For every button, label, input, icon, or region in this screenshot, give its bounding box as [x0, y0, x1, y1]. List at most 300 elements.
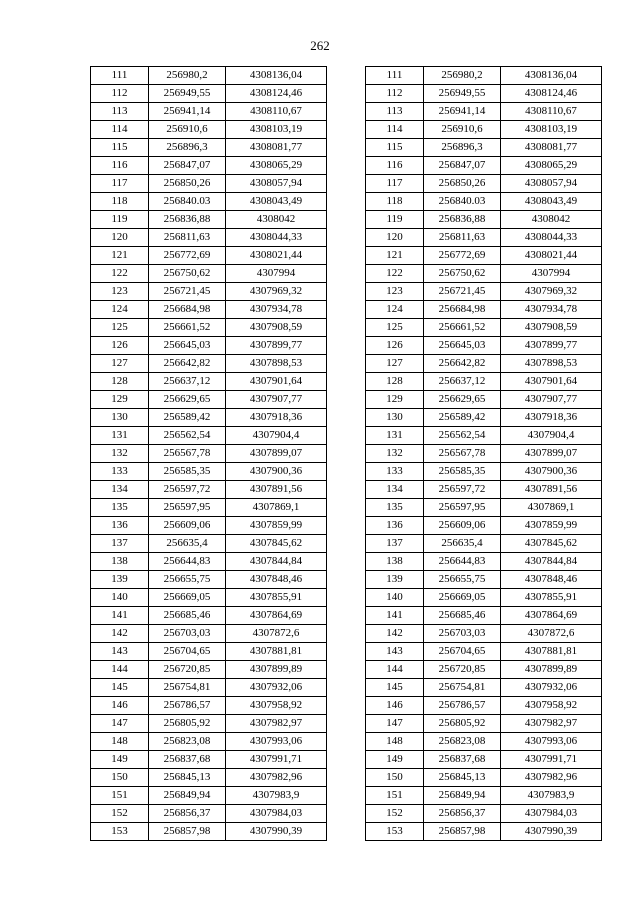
- x-coordinate-cell: 256642,82: [424, 355, 501, 373]
- table-row: [91, 265, 327, 283]
- table-row: [91, 427, 327, 445]
- table-row: [91, 301, 327, 319]
- table-row: [366, 85, 602, 103]
- y-coordinate-cell: 4307904,4: [501, 427, 602, 445]
- y-coordinate-cell: 4307969,32: [226, 283, 327, 301]
- table-row: [366, 175, 602, 193]
- x-coordinate-cell: 256661,52: [424, 319, 501, 337]
- x-coordinate-cell: 256597,95: [424, 499, 501, 517]
- x-coordinate-cell: 256941,14: [424, 103, 501, 121]
- table-row: [91, 139, 327, 157]
- table-row: [91, 103, 327, 121]
- point-number-cell: 126: [366, 337, 424, 355]
- x-coordinate-cell: 256837,68: [149, 751, 226, 769]
- x-coordinate-cell: 256597,95: [149, 499, 226, 517]
- table-row: [91, 697, 327, 715]
- x-coordinate-cell: 256720,85: [149, 661, 226, 679]
- x-coordinate-cell: 256655,75: [424, 571, 501, 589]
- point-number-cell: 135: [91, 499, 149, 517]
- point-number-cell: 148: [366, 733, 424, 751]
- x-coordinate-cell: 256840.03: [424, 193, 501, 211]
- point-number-cell: 123: [366, 283, 424, 301]
- y-coordinate-cell: 4308057,94: [501, 175, 602, 193]
- y-coordinate-cell: 4307990,39: [226, 823, 327, 841]
- point-number-cell: 115: [91, 139, 149, 157]
- x-coordinate-cell: 256811,63: [149, 229, 226, 247]
- x-coordinate-cell: 256562,54: [149, 427, 226, 445]
- point-number-cell: 136: [91, 517, 149, 535]
- point-number-cell: 150: [91, 769, 149, 787]
- table-row: [91, 319, 327, 337]
- y-coordinate-cell: 4307904,4: [226, 427, 327, 445]
- y-coordinate-cell: 4307991,71: [226, 751, 327, 769]
- point-number-cell: 118: [366, 193, 424, 211]
- table-row: [91, 247, 327, 265]
- x-coordinate-cell: 256837,68: [424, 751, 501, 769]
- table-row: [366, 301, 602, 319]
- table-row: [91, 211, 327, 229]
- y-coordinate-cell: 4307899,07: [226, 445, 327, 463]
- y-coordinate-cell: 4307990,39: [501, 823, 602, 841]
- x-coordinate-cell: 256980,2: [149, 67, 226, 85]
- table-row: [91, 463, 327, 481]
- x-coordinate-cell: 256754,81: [149, 679, 226, 697]
- table-row: [91, 67, 327, 85]
- table-row: [366, 355, 602, 373]
- x-coordinate-cell: 256845,13: [424, 769, 501, 787]
- y-coordinate-cell: 4307969,32: [501, 283, 602, 301]
- y-coordinate-cell: 4308081,77: [501, 139, 602, 157]
- x-coordinate-cell: 256786,57: [424, 697, 501, 715]
- y-coordinate-cell: 4308136,04: [501, 67, 602, 85]
- point-number-cell: 124: [366, 301, 424, 319]
- x-coordinate-cell: 256644,83: [424, 553, 501, 571]
- y-coordinate-cell: 4307859,99: [226, 517, 327, 535]
- table-row: [91, 409, 327, 427]
- x-coordinate-cell: 256910,6: [149, 121, 226, 139]
- x-coordinate-cell: 256840.03: [149, 193, 226, 211]
- table-row: [366, 769, 602, 787]
- x-coordinate-cell: 256589,42: [149, 409, 226, 427]
- y-coordinate-cell: 4307864,69: [226, 607, 327, 625]
- y-coordinate-cell: 4308124,46: [501, 85, 602, 103]
- table-row: [366, 409, 602, 427]
- x-coordinate-cell: 256721,45: [149, 283, 226, 301]
- point-number-cell: 150: [366, 769, 424, 787]
- point-number-cell: 128: [366, 373, 424, 391]
- table-row: [366, 787, 602, 805]
- table-row: [366, 625, 602, 643]
- y-coordinate-cell: 4307984,03: [501, 805, 602, 823]
- point-number-cell: 141: [91, 607, 149, 625]
- table-row: [91, 571, 327, 589]
- x-coordinate-cell: 256704,65: [149, 643, 226, 661]
- point-number-cell: 132: [366, 445, 424, 463]
- point-number-cell: 124: [91, 301, 149, 319]
- x-coordinate-cell: 256661,52: [149, 319, 226, 337]
- point-number-cell: 112: [91, 85, 149, 103]
- table-row: [366, 481, 602, 499]
- point-number-cell: 114: [366, 121, 424, 139]
- coordinates-table-left: [90, 66, 327, 841]
- table-row: [366, 715, 602, 733]
- point-number-cell: 119: [91, 211, 149, 229]
- x-coordinate-cell: 256857,98: [149, 823, 226, 841]
- x-coordinate-cell: 256772,69: [424, 247, 501, 265]
- point-number-cell: 111: [91, 67, 149, 85]
- y-coordinate-cell: 4307881,81: [501, 643, 602, 661]
- y-coordinate-cell: 4307984,03: [226, 805, 327, 823]
- table-row: [91, 643, 327, 661]
- x-coordinate-cell: 256585,35: [149, 463, 226, 481]
- point-number-cell: 125: [91, 319, 149, 337]
- table-row: [91, 733, 327, 751]
- y-coordinate-cell: 4308081,77: [226, 139, 327, 157]
- x-coordinate-cell: 256684,98: [149, 301, 226, 319]
- point-number-cell: 112: [366, 85, 424, 103]
- point-number-cell: 129: [366, 391, 424, 409]
- table-row: [366, 535, 602, 553]
- x-coordinate-cell: 256562,54: [424, 427, 501, 445]
- x-coordinate-cell: 256857,98: [424, 823, 501, 841]
- y-coordinate-cell: 4307907,77: [501, 391, 602, 409]
- y-coordinate-cell: 4307848,46: [501, 571, 602, 589]
- x-coordinate-cell: 256823,08: [149, 733, 226, 751]
- table-row: [91, 517, 327, 535]
- table-row: [366, 751, 602, 769]
- x-coordinate-cell: 256856,37: [149, 805, 226, 823]
- table-row: [91, 535, 327, 553]
- point-number-cell: 129: [91, 391, 149, 409]
- point-number-cell: 125: [366, 319, 424, 337]
- coordinates-table-right: [365, 66, 602, 841]
- y-coordinate-cell: 4307844,84: [226, 553, 327, 571]
- x-coordinate-cell: 256805,92: [149, 715, 226, 733]
- table-row: [91, 175, 327, 193]
- y-coordinate-cell: 4307844,84: [501, 553, 602, 571]
- x-coordinate-cell: 256635,4: [149, 535, 226, 553]
- x-coordinate-cell: 256720,85: [424, 661, 501, 679]
- point-number-cell: 121: [366, 247, 424, 265]
- x-coordinate-cell: 256754,81: [424, 679, 501, 697]
- y-coordinate-cell: 4307848,46: [226, 571, 327, 589]
- table-row: [91, 229, 327, 247]
- y-coordinate-cell: 4307934,78: [226, 301, 327, 319]
- table-row: [91, 391, 327, 409]
- point-number-cell: 146: [366, 697, 424, 715]
- y-coordinate-cell: 4307864,69: [501, 607, 602, 625]
- x-coordinate-cell: 256850,26: [149, 175, 226, 193]
- point-number-cell: 138: [366, 553, 424, 571]
- y-coordinate-cell: 4308065,29: [501, 157, 602, 175]
- y-coordinate-cell: 4307918,36: [226, 409, 327, 427]
- y-coordinate-cell: 4307908,59: [226, 319, 327, 337]
- y-coordinate-cell: 4307891,56: [226, 481, 327, 499]
- point-number-cell: 127: [91, 355, 149, 373]
- y-coordinate-cell: 4308021,44: [226, 247, 327, 265]
- table-row: [366, 265, 602, 283]
- y-coordinate-cell: 4307958,92: [501, 697, 602, 715]
- point-number-cell: 133: [366, 463, 424, 481]
- y-coordinate-cell: 4308124,46: [226, 85, 327, 103]
- table-row: [91, 823, 327, 841]
- table-row: [366, 643, 602, 661]
- x-coordinate-cell: 256949,55: [424, 85, 501, 103]
- table-row: [91, 121, 327, 139]
- point-number-cell: 134: [366, 481, 424, 499]
- point-number-cell: 153: [91, 823, 149, 841]
- y-coordinate-cell: 4308043,49: [501, 193, 602, 211]
- point-number-cell: 142: [366, 625, 424, 643]
- table-row: [366, 823, 602, 841]
- table-row: [91, 337, 327, 355]
- x-coordinate-cell: 256896,3: [149, 139, 226, 157]
- point-number-cell: 143: [366, 643, 424, 661]
- x-coordinate-cell: 256655,75: [149, 571, 226, 589]
- x-coordinate-cell: 256642,82: [149, 355, 226, 373]
- x-coordinate-cell: 256849,94: [149, 787, 226, 805]
- x-coordinate-cell: 256629,65: [424, 391, 501, 409]
- point-number-cell: 116: [91, 157, 149, 175]
- x-coordinate-cell: 256585,35: [424, 463, 501, 481]
- point-number-cell: 132: [91, 445, 149, 463]
- y-coordinate-cell: 4307983,9: [501, 787, 602, 805]
- table-row: [366, 247, 602, 265]
- point-number-cell: 121: [91, 247, 149, 265]
- y-coordinate-cell: 4307899,07: [501, 445, 602, 463]
- table-row: [91, 373, 327, 391]
- table-row: [366, 553, 602, 571]
- point-number-cell: 114: [91, 121, 149, 139]
- y-coordinate-cell: 4307845,62: [226, 535, 327, 553]
- point-number-cell: 122: [366, 265, 424, 283]
- y-coordinate-cell: 4307934,78: [501, 301, 602, 319]
- y-coordinate-cell: 4307898,53: [501, 355, 602, 373]
- y-coordinate-cell: 4307932,06: [226, 679, 327, 697]
- table-row: [366, 805, 602, 823]
- y-coordinate-cell: 4307932,06: [501, 679, 602, 697]
- x-coordinate-cell: 256941,14: [149, 103, 226, 121]
- point-number-cell: 120: [366, 229, 424, 247]
- table-row: [91, 499, 327, 517]
- point-number-cell: 148: [91, 733, 149, 751]
- x-coordinate-cell: 256703,03: [149, 625, 226, 643]
- x-coordinate-cell: 256980,2: [424, 67, 501, 85]
- point-number-cell: 147: [91, 715, 149, 733]
- y-coordinate-cell: 4307982,96: [226, 769, 327, 787]
- y-coordinate-cell: 4307900,36: [501, 463, 602, 481]
- y-coordinate-cell: 4307908,59: [501, 319, 602, 337]
- point-number-cell: 137: [91, 535, 149, 553]
- y-coordinate-cell: 4307958,92: [226, 697, 327, 715]
- y-coordinate-cell: 4308103,19: [501, 121, 602, 139]
- y-coordinate-cell: 4308044,33: [226, 229, 327, 247]
- table-row: [91, 355, 327, 373]
- point-number-cell: 128: [91, 373, 149, 391]
- x-coordinate-cell: 256684,98: [424, 301, 501, 319]
- x-coordinate-cell: 256847,07: [149, 157, 226, 175]
- point-number-cell: 140: [91, 589, 149, 607]
- table-row: [366, 589, 602, 607]
- y-coordinate-cell: 4308136,04: [226, 67, 327, 85]
- x-coordinate-cell: 256609,06: [424, 517, 501, 535]
- point-number-cell: 145: [91, 679, 149, 697]
- table-row: [366, 121, 602, 139]
- x-coordinate-cell: 256645,03: [424, 337, 501, 355]
- x-coordinate-cell: 256836,88: [424, 211, 501, 229]
- point-number-cell: 118: [91, 193, 149, 211]
- y-coordinate-cell: 4307982,96: [501, 769, 602, 787]
- x-coordinate-cell: 256635,4: [424, 535, 501, 553]
- table-row: [366, 391, 602, 409]
- y-coordinate-cell: 4307899,77: [226, 337, 327, 355]
- x-coordinate-cell: 256949,55: [149, 85, 226, 103]
- x-coordinate-cell: 256609,06: [149, 517, 226, 535]
- point-number-cell: 122: [91, 265, 149, 283]
- point-number-cell: 127: [366, 355, 424, 373]
- y-coordinate-cell: 4307898,53: [226, 355, 327, 373]
- point-number-cell: 135: [366, 499, 424, 517]
- x-coordinate-cell: 256567,78: [424, 445, 501, 463]
- y-coordinate-cell: 4307869,1: [226, 499, 327, 517]
- table-row: [366, 571, 602, 589]
- point-number-cell: 133: [91, 463, 149, 481]
- x-coordinate-cell: 256637,12: [149, 373, 226, 391]
- x-coordinate-cell: 256849,94: [424, 787, 501, 805]
- point-number-cell: 134: [91, 481, 149, 499]
- table-row: [366, 283, 602, 301]
- x-coordinate-cell: 256629,65: [149, 391, 226, 409]
- table-row: [91, 679, 327, 697]
- y-coordinate-cell: 4308042: [226, 211, 327, 229]
- x-coordinate-cell: 256685,46: [149, 607, 226, 625]
- y-coordinate-cell: 4308103,19: [226, 121, 327, 139]
- table-row: [366, 337, 602, 355]
- point-number-cell: 137: [366, 535, 424, 553]
- y-coordinate-cell: 4308043,49: [226, 193, 327, 211]
- y-coordinate-cell: 4307900,36: [226, 463, 327, 481]
- point-number-cell: 142: [91, 625, 149, 643]
- point-number-cell: 113: [366, 103, 424, 121]
- table-row: [91, 85, 327, 103]
- x-coordinate-cell: 256669,05: [149, 589, 226, 607]
- table-row: [91, 193, 327, 211]
- x-coordinate-cell: 256856,37: [424, 805, 501, 823]
- y-coordinate-cell: 4307899,89: [501, 661, 602, 679]
- point-number-cell: 131: [91, 427, 149, 445]
- point-number-cell: 152: [366, 805, 424, 823]
- x-coordinate-cell: 256847,07: [424, 157, 501, 175]
- x-coordinate-cell: 256644,83: [149, 553, 226, 571]
- point-number-cell: 145: [366, 679, 424, 697]
- x-coordinate-cell: 256750,62: [149, 265, 226, 283]
- point-number-cell: 151: [91, 787, 149, 805]
- point-number-cell: 119: [366, 211, 424, 229]
- table-row: [91, 805, 327, 823]
- x-coordinate-cell: 256597,72: [424, 481, 501, 499]
- y-coordinate-cell: 4307845,62: [501, 535, 602, 553]
- table-row: [91, 589, 327, 607]
- table-row: [366, 319, 602, 337]
- x-coordinate-cell: 256721,45: [424, 283, 501, 301]
- x-coordinate-cell: 256845,13: [149, 769, 226, 787]
- x-coordinate-cell: 256703,03: [424, 625, 501, 643]
- table-row: [366, 229, 602, 247]
- point-number-cell: 149: [366, 751, 424, 769]
- y-coordinate-cell: 4308110,67: [226, 103, 327, 121]
- point-number-cell: 120: [91, 229, 149, 247]
- point-number-cell: 130: [91, 409, 149, 427]
- y-coordinate-cell: 4307991,71: [501, 751, 602, 769]
- x-coordinate-cell: 256597,72: [149, 481, 226, 499]
- x-coordinate-cell: 256786,57: [149, 697, 226, 715]
- point-number-cell: 126: [91, 337, 149, 355]
- point-number-cell: 116: [366, 157, 424, 175]
- table-row: [366, 211, 602, 229]
- y-coordinate-cell: 4307993,06: [226, 733, 327, 751]
- table-row: [366, 373, 602, 391]
- table-row: [366, 193, 602, 211]
- table-row: [91, 445, 327, 463]
- table-row: [366, 103, 602, 121]
- x-coordinate-cell: 256637,12: [424, 373, 501, 391]
- y-coordinate-cell: 4307899,89: [226, 661, 327, 679]
- x-coordinate-cell: 256772,69: [149, 247, 226, 265]
- x-coordinate-cell: 256685,46: [424, 607, 501, 625]
- table-row: [366, 661, 602, 679]
- table-row: [366, 607, 602, 625]
- point-number-cell: 146: [91, 697, 149, 715]
- table-row: [366, 517, 602, 535]
- y-coordinate-cell: 4308065,29: [226, 157, 327, 175]
- y-coordinate-cell: 4307901,64: [501, 373, 602, 391]
- x-coordinate-cell: 256850,26: [424, 175, 501, 193]
- x-coordinate-cell: 256704,65: [424, 643, 501, 661]
- point-number-cell: 139: [91, 571, 149, 589]
- table-row: [91, 283, 327, 301]
- point-number-cell: 136: [366, 517, 424, 535]
- y-coordinate-cell: 4307907,77: [226, 391, 327, 409]
- point-number-cell: 115: [366, 139, 424, 157]
- point-number-cell: 130: [366, 409, 424, 427]
- point-number-cell: 131: [366, 427, 424, 445]
- y-coordinate-cell: 4307901,64: [226, 373, 327, 391]
- point-number-cell: 139: [366, 571, 424, 589]
- point-number-cell: 123: [91, 283, 149, 301]
- x-coordinate-cell: 256645,03: [149, 337, 226, 355]
- y-coordinate-cell: 4307872,6: [501, 625, 602, 643]
- y-coordinate-cell: 4307872,6: [226, 625, 327, 643]
- point-number-cell: 153: [366, 823, 424, 841]
- table-row: [91, 787, 327, 805]
- y-coordinate-cell: 4307993,06: [501, 733, 602, 751]
- table-row: [366, 733, 602, 751]
- y-coordinate-cell: 4308057,94: [226, 175, 327, 193]
- x-coordinate-cell: 256910,6: [424, 121, 501, 139]
- y-coordinate-cell: 4307982,97: [226, 715, 327, 733]
- x-coordinate-cell: 256836,88: [149, 211, 226, 229]
- x-coordinate-cell: 256811,63: [424, 229, 501, 247]
- table-row: [366, 157, 602, 175]
- y-coordinate-cell: 4307994: [226, 265, 327, 283]
- point-number-cell: 140: [366, 589, 424, 607]
- y-coordinate-cell: 4307881,81: [226, 643, 327, 661]
- x-coordinate-cell: 256567,78: [149, 445, 226, 463]
- page-number: 262: [310, 38, 330, 53]
- y-coordinate-cell: 4307855,91: [501, 589, 602, 607]
- y-coordinate-cell: 4308021,44: [501, 247, 602, 265]
- x-coordinate-cell: 256669,05: [424, 589, 501, 607]
